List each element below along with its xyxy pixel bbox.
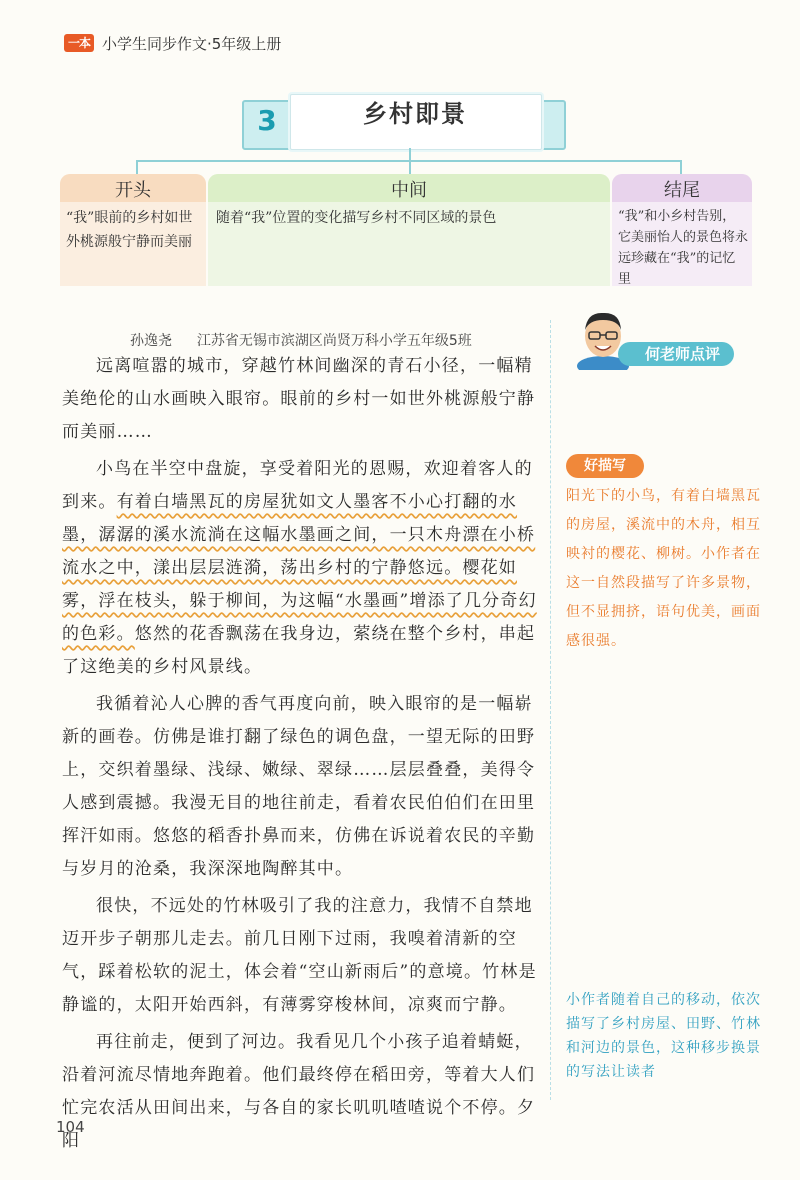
structure-ending [612, 174, 752, 286]
essay-paragraph-5-text: 再往前走，便到了河边。我看见几个小孩子追着蜻蜓，沿着河流尽情地奔跑着。他们最终停在稻田旁，等着大人们忙完农活从田间出来，与各自的家长叽叽喳喳说个不停。夕阳 [62, 1032, 536, 1151]
structure-opening [60, 174, 206, 286]
structure-opening-text: “我”眼前的乡村如世外桃源般宁静而美丽 [66, 210, 193, 250]
teacher-comment-label: 何老师点评 [618, 342, 734, 366]
structure-middle-label: 中间 [391, 180, 427, 201]
teacher-comment-2: 小作者随着自己的移动，依次描写了乡村房屋、田野、竹林和河边的景色，这种移步换景的写法让读者 [566, 992, 761, 1080]
structure-ending-text: “我”和小乡村告别，它美丽怡人的景色将永远珍藏在“我”的记忆里 [618, 209, 749, 287]
chapter-number: 3 [257, 104, 277, 137]
essay-paragraph-2-text-a: 小鸟在半空中盘旋，享受着阳光的恩赐，欢迎着客人的到来。 [62, 459, 533, 512]
essay-paragraph-3 [62, 688, 544, 886]
essay-paragraph-5 [62, 1026, 544, 1158]
good-description-tag: 好描写 [566, 454, 644, 478]
structure-middle-text: 随着“我”位置的变化描写乡村不同区域的景色 [216, 210, 497, 226]
essay-body [62, 350, 544, 1158]
page-number: 104 [56, 1118, 85, 1136]
highlighted-description: 有着白墙黑瓦的房屋犹如文人墨客不小心打翻的水墨，潺潺的溪水流淌在这幅水墨画之间，一只木舟漂在小桥流水之中，漾出层层涟漪，荡出乡村的宁静悠远。樱花如雾，浮在枝头，躲于柳间，为这幅“水墨画”增添了几分奇幻的色彩。 [62, 492, 537, 644]
structure-middle [208, 174, 610, 286]
essay-paragraph-2 [62, 453, 544, 684]
chapter-title: 乡村即景 [363, 100, 467, 128]
essay-paragraph-1-text: 远离喧嚣的城市，穿越竹林间幽深的青石小径，一幅精美绝伦的山水画映入眼帘。眼前的乡村一如世外桃源般宁静而美丽…… [62, 356, 536, 442]
structure-ending-label: 结尾 [664, 180, 700, 201]
essay-paragraph-3-text: 我循着沁人心脾的香气再度向前，映入眼帘的是一幅崭新的画卷。仿佛是谁打翻了绿色的调色盘，一望无际的田野上，交织着墨绿、浅绿、嫩绿、翠绿……层层叠叠，美得令人感到震撼。我漫无目的地往前走，看着农民伯伯们在田里挥汗如雨。悠悠的稻香扑鼻而来，仿佛在诉说着农民的辛勤与岁月的沧桑，我深深地陶醉其中。 [62, 694, 536, 879]
essay-paragraph-4-text: 很快，不远处的竹林吸引了我的注意力，我情不自禁地迈开步子朝那儿走去。前几日刚下过雨，我嗅着清新的空气，踩着松软的泥土，体会着“空山新雨后”的意境。竹林是静谧的，太阳开始西斜，有薄雾穿梭林间，凉爽而宁静。 [62, 896, 537, 1015]
author-line [130, 330, 472, 350]
author-school: 江苏省无锡市滨湖区尚贤万科小学五年级5班 [196, 333, 472, 349]
teacher-comment-1: 阳光下的小鸟，有着白墙黑瓦的房屋，溪流中的木舟，相互映衬的樱花、柳树。小作者在这一自然段描写了许多景物，但不显拥挤，语句优美，画面感很强。 [566, 488, 761, 649]
series-logo: 一本 [64, 34, 94, 52]
essay-paragraph-4 [62, 890, 544, 1022]
margin-divider [550, 320, 551, 1100]
essay-paragraph-2-text-c: 悠然的花香飘荡在我身边，萦绕在整个乡村，串起了这绝美的乡村风景线。 [62, 624, 536, 677]
essay-paragraph-1 [62, 350, 544, 449]
author-name: 孙逸尧 [130, 333, 172, 349]
structure-opening-label: 开头 [115, 180, 151, 201]
book-title: 小学生同步作文·5年级上册 [102, 35, 282, 53]
